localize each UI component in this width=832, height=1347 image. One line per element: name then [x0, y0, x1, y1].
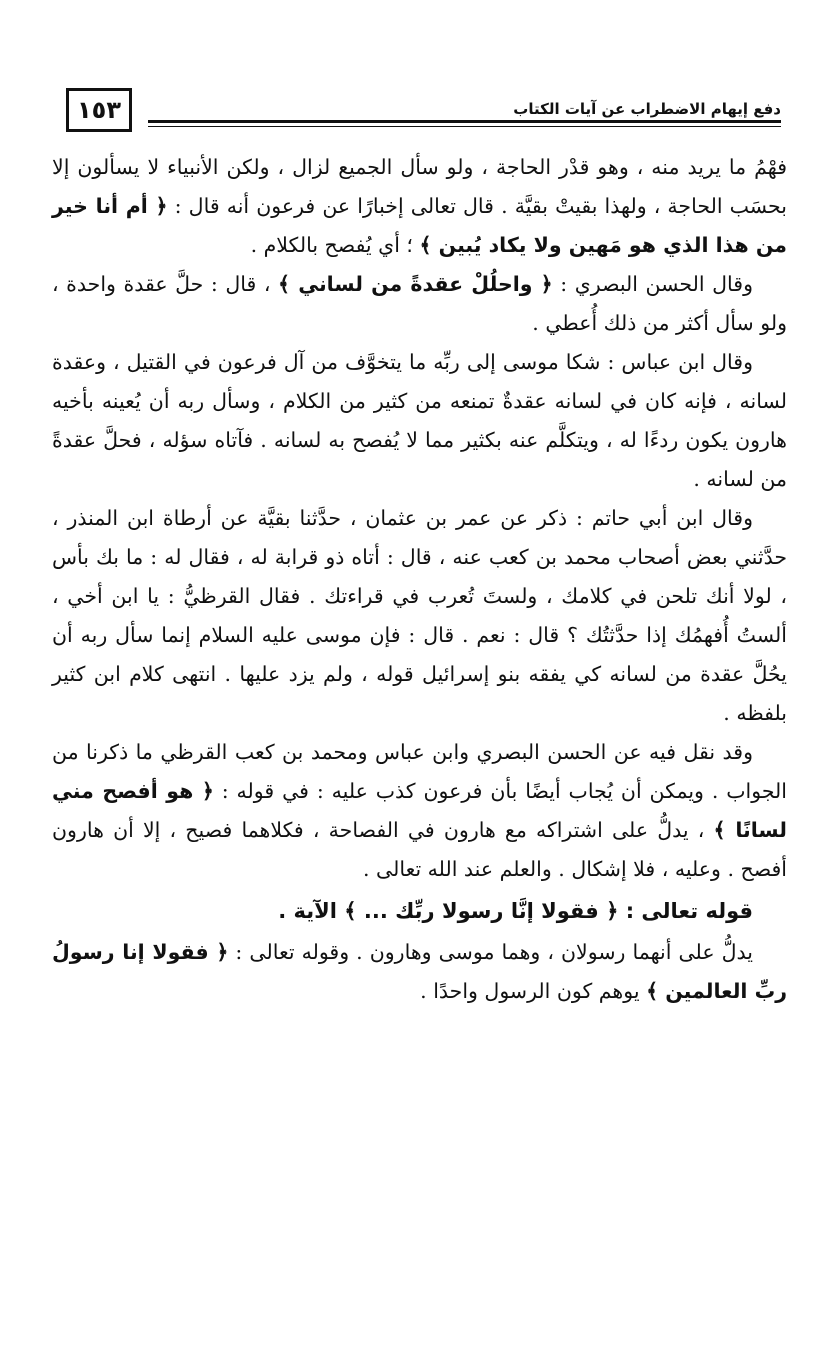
paragraph-6-text: يدلُّ على أنهما رسولان ، وهما موسى وهارون . وقوله تعالى :: [235, 940, 753, 964]
quran-verse-3: ﴿ هو أفصح مني لسانًا ﴾: [52, 779, 787, 842]
paragraph-5: [52, 733, 787, 889]
quran-verse-2: ﴿ واحلُلْ عقدةً من لساني ﴾: [278, 272, 553, 296]
running-title: دفع إيهام الاضطراب عن آيات الكتاب: [513, 100, 781, 118]
page-number: ١٥٣: [66, 88, 132, 132]
page-body: [52, 148, 787, 1011]
paragraph-3: وقال ابن عباس : شكا موسى إلى ربِّه ما يتخوَّف من آل فرعون في القتيل ، وعقدة لسانه ، فإنه كان في لسانه عقدةٌ تمنعه من كثير من الكلام ، وسأل ربه أن يُعينه بأخيه هارون يكون ردءًا له ، ويتكلَّم عنه بكثير مما لا يُفصح به لسانه . فآتاه سؤله ، فحلَّ عقدةً من لسانه .: [52, 350, 787, 491]
paragraph-6-text-end: يوهم كون الرسول واحدًا .: [420, 979, 640, 1003]
paragraph-2-text-end: ، قال : حلَّ عقدة واحدة ، ولو سأل أكثر من ذلك أُعطي .: [52, 272, 787, 335]
paragraph-5-text: وقد نقل فيه عن الحسن البصري وابن عباس ومحمد بن كعب القرظي ما ذكرنا من الجواب . ويمكن أن يُجاب أيضًا بأن فرعون كذب عليه : في قوله :: [52, 740, 787, 803]
paragraph-1-text: فهْمُ ما يريد منه ، وهو قدْر الحاجة ، ولو سأل الجميع لزال ، ولكن الأنبياء لا يسألون إلا بحسَب الحاجة ، ولهذا بقيتْ بقيَّة . قال تعالى إخبارًا عن فرعون أنه قال :: [52, 155, 787, 218]
quran-verse-1: ﴿ أم أنا خير من هذا الذي هو مَهين ولا يكاد يُبين ﴾: [52, 194, 787, 257]
header-rule-thin: [148, 126, 781, 127]
paragraph-2-text: وقال الحسن البصري :: [560, 272, 754, 296]
header-rule-thick: [148, 120, 781, 123]
section-heading: قوله تعالى : ﴿ فقولا إنَّا رسولا ربِّك ... ﴾ الآية .: [278, 899, 753, 923]
paragraph-4: وقال ابن أبي حاتم : ذكر عن عمر بن عثمان ، حدَّثنا بقيَّة عن أرطاة ابن المنذر ، حدَّثني بعض أصحاب محمد بن كعب عنه ، قال : أتاه ذو قرابة له ، فقال له : ما بك بأس ، لولا أنك تلحن في كلامك ، ولستَ تُعرب في قراءتك . فقال القرظيُّ : يا ابن أخي ، ألستُ أُفهمُك إذا حدَّثتُك ؟ قال : نعم . قال : فإن موسى عليه السلام إنما سأل ربه أن يحُلَّ عقدة من لسانه كي يفقه بنو إسرائيل قوله ، ولم يزد عليها . انتهى كلام ابن كثير بلفظه .: [52, 506, 787, 725]
paragraph-1-text-end: ؛ أي يُفصح بالكلام .: [250, 233, 413, 257]
paragraph-5-text-end: ، يدلُّ على اشتراكه مع هارون في الفصاحة ، فكلاهما فصيح ، إلا أن هارون أفصح . وعليه ، فلا إشكال . والعلم عند الله تعالى .: [52, 818, 787, 881]
paragraph-6: [52, 933, 787, 1011]
paragraph-2: [52, 265, 787, 343]
page-header: [66, 88, 781, 138]
paragraph-1: [52, 148, 787, 265]
quran-verse-4: ﴿ فقولا إنا رسولُ ربِّ العالمين ﴾: [52, 940, 787, 1003]
